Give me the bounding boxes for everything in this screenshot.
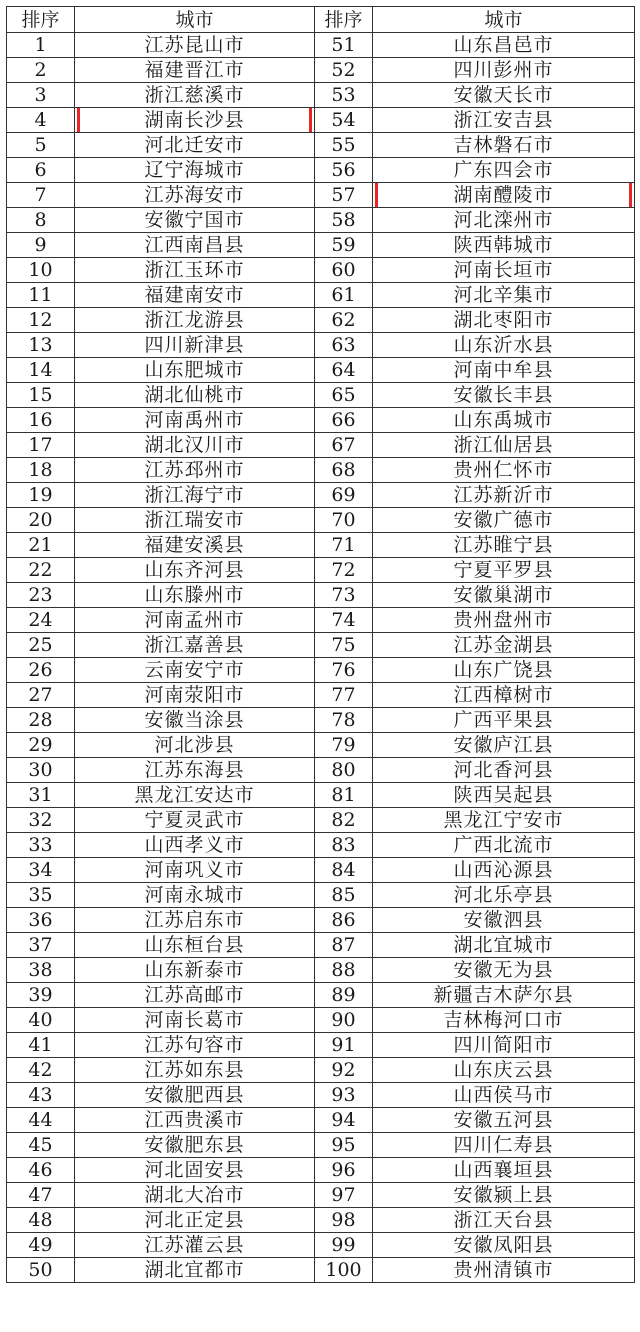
table-body (7, 33, 635, 1283)
city-cell-left: 山东桓台县 (75, 933, 315, 958)
rank-cell-right: 66 (315, 408, 373, 433)
city-cell-right: 江苏金湖县 (373, 633, 635, 658)
city-cell-right: 安徽巢湖市 (373, 583, 635, 608)
city-cell-left: 河北涉县 (75, 733, 315, 758)
city-cell-right: 安徽天长市 (373, 83, 635, 108)
city-cell-left: 江苏昆山市 (75, 33, 315, 58)
city-cell-left: 河南永城市 (75, 883, 315, 908)
city-cell-right: 广西平果县 (373, 708, 635, 733)
table-row (7, 633, 635, 658)
rank-cell-left: 13 (7, 333, 75, 358)
rank-cell-left: 45 (7, 1133, 75, 1158)
city-cell-left: 浙江龙游县 (75, 308, 315, 333)
table-row (7, 208, 635, 233)
city-cell-right: 江西樟树市 (373, 683, 635, 708)
rank-cell-left: 4 (7, 108, 75, 133)
city-cell-left: 河南禹州市 (75, 408, 315, 433)
table-row (7, 558, 635, 583)
city-cell-right: 山东沂水县 (373, 333, 635, 358)
table-row (7, 733, 635, 758)
table-row (7, 1058, 635, 1083)
city-cell-right: 贵州清镇市 (373, 1258, 635, 1283)
rank-cell-right: 95 (315, 1133, 373, 1158)
city-cell-right: 安徽广德市 (373, 508, 635, 533)
city-cell-right: 安徽颍上县 (373, 1183, 635, 1208)
city-cell-left: 辽宁海城市 (75, 158, 315, 183)
rank-cell-right: 57 (315, 183, 373, 208)
city-cell-left: 山东齐河县 (75, 558, 315, 583)
table-row (7, 233, 635, 258)
rank-cell-left: 23 (7, 583, 75, 608)
city-cell-left: 河南荥阳市 (75, 683, 315, 708)
table-row (7, 833, 635, 858)
city-column-header-left: 城市 (75, 7, 315, 33)
city-cell-left: 河北固安县 (75, 1158, 315, 1183)
rank-cell-left: 3 (7, 83, 75, 108)
city-cell-right: 陕西吴起县 (373, 783, 635, 808)
highlighted-city-cell-right: 湖南醴陵市 (373, 183, 635, 208)
city-cell-left: 黑龙江安达市 (75, 783, 315, 808)
city-column-header-right: 城市 (373, 7, 635, 33)
rank-cell-left: 9 (7, 233, 75, 258)
rank-cell-right: 65 (315, 383, 373, 408)
city-cell-right: 山东庆云县 (373, 1058, 635, 1083)
city-cell-left: 湖北仙桃市 (75, 383, 315, 408)
city-cell-left: 江苏东海县 (75, 758, 315, 783)
rank-cell-left: 46 (7, 1158, 75, 1183)
rank-cell-left: 31 (7, 783, 75, 808)
rank-column-header-right: 排序 (315, 7, 373, 33)
rank-cell-right: 87 (315, 933, 373, 958)
table-row (7, 683, 635, 708)
city-cell-right: 安徽无为县 (373, 958, 635, 983)
city-cell-right: 山西襄垣县 (373, 1158, 635, 1183)
rank-cell-right: 51 (315, 33, 373, 58)
rank-cell-left: 12 (7, 308, 75, 333)
rank-cell-right: 61 (315, 283, 373, 308)
table-row (7, 33, 635, 58)
city-cell-right: 安徽五河县 (373, 1108, 635, 1133)
rank-cell-left: 40 (7, 1008, 75, 1033)
header-row (7, 7, 635, 33)
rank-cell-left: 38 (7, 958, 75, 983)
city-cell-right: 贵州盘州市 (373, 608, 635, 633)
rank-cell-right: 85 (315, 883, 373, 908)
ranking-table (6, 6, 635, 1283)
city-cell-left: 湖北大冶市 (75, 1183, 315, 1208)
rank-cell-left: 27 (7, 683, 75, 708)
table-row (7, 183, 635, 208)
city-cell-left: 浙江瑞安市 (75, 508, 315, 533)
rank-cell-right: 71 (315, 533, 373, 558)
table-row (7, 308, 635, 333)
rank-cell-left: 44 (7, 1108, 75, 1133)
city-cell-left: 福建南安市 (75, 283, 315, 308)
city-cell-left: 福建安溪县 (75, 533, 315, 558)
city-cell-right: 河北辛集市 (373, 283, 635, 308)
table-row (7, 508, 635, 533)
rank-cell-left: 21 (7, 533, 75, 558)
rank-cell-right: 68 (315, 458, 373, 483)
rank-cell-right: 73 (315, 583, 373, 608)
table-row (7, 483, 635, 508)
rank-cell-right: 72 (315, 558, 373, 583)
rank-cell-right: 74 (315, 608, 373, 633)
rank-cell-left: 29 (7, 733, 75, 758)
city-cell-right: 四川彭州市 (373, 58, 635, 83)
city-cell-left: 浙江嘉善县 (75, 633, 315, 658)
city-cell-right: 吉林磐石市 (373, 133, 635, 158)
city-cell-left: 湖北汉川市 (75, 433, 315, 458)
rank-cell-left: 7 (7, 183, 75, 208)
table-row (7, 708, 635, 733)
table-row (7, 1083, 635, 1108)
city-cell-right: 河北滦州市 (373, 208, 635, 233)
rank-cell-left: 24 (7, 608, 75, 633)
highlighted-city-cell-left: 湖南长沙县 (75, 108, 315, 133)
city-cell-right: 浙江天台县 (373, 1208, 635, 1233)
city-cell-right: 广东四会市 (373, 158, 635, 183)
city-cell-right: 山东昌邑市 (373, 33, 635, 58)
rank-cell-left: 39 (7, 983, 75, 1008)
city-cell-left: 河北迁安市 (75, 133, 315, 158)
rank-cell-left: 10 (7, 258, 75, 283)
table-row (7, 1133, 635, 1158)
rank-cell-right: 93 (315, 1083, 373, 1108)
city-cell-right: 河南中牟县 (373, 358, 635, 383)
table-row (7, 83, 635, 108)
rank-cell-right: 82 (315, 808, 373, 833)
table-row (7, 158, 635, 183)
rank-cell-right: 79 (315, 733, 373, 758)
rank-cell-right: 54 (315, 108, 373, 133)
table-row (7, 358, 635, 383)
rank-cell-right: 98 (315, 1208, 373, 1233)
table-row (7, 1183, 635, 1208)
rank-cell-right: 63 (315, 333, 373, 358)
rank-cell-left: 32 (7, 808, 75, 833)
rank-cell-right: 58 (315, 208, 373, 233)
rank-cell-left: 1 (7, 33, 75, 58)
table-row (7, 883, 635, 908)
rank-cell-right: 96 (315, 1158, 373, 1183)
city-cell-left: 湖北宜都市 (75, 1258, 315, 1283)
city-cell-left: 江苏启东市 (75, 908, 315, 933)
table-row (7, 383, 635, 408)
rank-cell-left: 14 (7, 358, 75, 383)
table-row (7, 858, 635, 883)
rank-cell-left: 2 (7, 58, 75, 83)
city-cell-right: 四川仁寿县 (373, 1133, 635, 1158)
table-row (7, 133, 635, 158)
city-cell-right: 湖北宜城市 (373, 933, 635, 958)
rank-cell-left: 8 (7, 208, 75, 233)
city-cell-right: 山东广饶县 (373, 658, 635, 683)
rank-cell-right: 69 (315, 483, 373, 508)
city-cell-right: 山东禹城市 (373, 408, 635, 433)
table-row (7, 583, 635, 608)
city-cell-right: 宁夏平罗县 (373, 558, 635, 583)
city-cell-right: 吉林梅河口市 (373, 1008, 635, 1033)
city-cell-right: 新疆吉木萨尔县 (373, 983, 635, 1008)
rank-cell-right: 60 (315, 258, 373, 283)
city-cell-right: 陕西韩城市 (373, 233, 635, 258)
rank-cell-left: 34 (7, 858, 75, 883)
table-row (7, 58, 635, 83)
rank-cell-left: 16 (7, 408, 75, 433)
city-cell-right: 浙江仙居县 (373, 433, 635, 458)
rank-cell-right: 56 (315, 158, 373, 183)
city-cell-left: 四川新津县 (75, 333, 315, 358)
city-cell-left: 江西南昌县 (75, 233, 315, 258)
rank-cell-right: 70 (315, 508, 373, 533)
city-cell-right: 安徽庐江县 (373, 733, 635, 758)
table-row (7, 1233, 635, 1258)
city-cell-left: 江西贵溪市 (75, 1108, 315, 1133)
table-row (7, 408, 635, 433)
city-cell-left: 浙江玉环市 (75, 258, 315, 283)
rank-cell-right: 91 (315, 1033, 373, 1058)
city-cell-right: 山西沁源县 (373, 858, 635, 883)
city-cell-right: 黑龙江宁安市 (373, 808, 635, 833)
rank-cell-left: 42 (7, 1058, 75, 1083)
city-cell-right: 贵州仁怀市 (373, 458, 635, 483)
city-cell-right: 广西北流市 (373, 833, 635, 858)
rank-cell-right: 76 (315, 658, 373, 683)
rank-cell-right: 92 (315, 1058, 373, 1083)
table-row (7, 983, 635, 1008)
city-cell-right: 江苏睢宁县 (373, 533, 635, 558)
city-cell-left: 福建晋江市 (75, 58, 315, 83)
rank-cell-right: 62 (315, 308, 373, 333)
rank-cell-left: 22 (7, 558, 75, 583)
table-row (7, 1108, 635, 1133)
rank-column-header-left: 排序 (7, 7, 75, 33)
city-cell-left: 浙江海宁市 (75, 483, 315, 508)
city-cell-left: 山东滕州市 (75, 583, 315, 608)
table-row (7, 608, 635, 633)
rank-cell-left: 37 (7, 933, 75, 958)
rank-cell-left: 26 (7, 658, 75, 683)
city-cell-right: 河南长垣市 (373, 258, 635, 283)
city-cell-left: 江苏海安市 (75, 183, 315, 208)
table-row (7, 658, 635, 683)
table-row (7, 758, 635, 783)
rank-cell-right: 55 (315, 133, 373, 158)
table-row (7, 108, 635, 133)
rank-cell-left: 36 (7, 908, 75, 933)
rank-cell-right: 75 (315, 633, 373, 658)
rank-cell-right: 59 (315, 233, 373, 258)
city-cell-left: 安徽宁国市 (75, 208, 315, 233)
rank-cell-left: 25 (7, 633, 75, 658)
rank-cell-right: 67 (315, 433, 373, 458)
table-row (7, 1158, 635, 1183)
table-row (7, 958, 635, 983)
city-cell-right: 浙江安吉县 (373, 108, 635, 133)
city-cell-left: 宁夏灵武市 (75, 808, 315, 833)
rank-cell-right: 89 (315, 983, 373, 1008)
city-cell-left: 河南巩义市 (75, 858, 315, 883)
city-cell-right: 安徽泗县 (373, 908, 635, 933)
rank-cell-right: 88 (315, 958, 373, 983)
table-row (7, 1008, 635, 1033)
rank-cell-right: 80 (315, 758, 373, 783)
table-row (7, 908, 635, 933)
city-cell-right: 江苏新沂市 (373, 483, 635, 508)
city-cell-right: 湖北枣阳市 (373, 308, 635, 333)
city-cell-left: 云南安宁市 (75, 658, 315, 683)
rank-cell-right: 78 (315, 708, 373, 733)
table-row (7, 1258, 635, 1283)
rank-cell-right: 100 (315, 1258, 373, 1283)
rank-cell-left: 41 (7, 1033, 75, 1058)
table-row (7, 333, 635, 358)
city-cell-left: 安徽肥东县 (75, 1133, 315, 1158)
city-cell-left: 河南孟州市 (75, 608, 315, 633)
city-cell-left: 浙江慈溪市 (75, 83, 315, 108)
rank-cell-left: 33 (7, 833, 75, 858)
city-cell-left: 河北正定县 (75, 1208, 315, 1233)
rank-cell-left: 6 (7, 158, 75, 183)
city-cell-left: 河南长葛市 (75, 1008, 315, 1033)
city-cell-left: 山东新泰市 (75, 958, 315, 983)
rank-cell-right: 86 (315, 908, 373, 933)
rank-cell-right: 83 (315, 833, 373, 858)
rank-cell-right: 94 (315, 1108, 373, 1133)
table-row (7, 1208, 635, 1233)
rank-cell-left: 48 (7, 1208, 75, 1233)
table-row (7, 933, 635, 958)
table-row (7, 283, 635, 308)
table-row (7, 258, 635, 283)
city-cell-right: 河北香河县 (373, 758, 635, 783)
rank-cell-left: 15 (7, 383, 75, 408)
city-cell-right: 河北乐亭县 (373, 883, 635, 908)
city-cell-left: 江苏如东县 (75, 1058, 315, 1083)
rank-cell-left: 28 (7, 708, 75, 733)
city-cell-left: 安徽当涂县 (75, 708, 315, 733)
city-cell-left: 江苏邳州市 (75, 458, 315, 483)
table-row (7, 458, 635, 483)
rank-cell-right: 97 (315, 1183, 373, 1208)
rank-cell-left: 18 (7, 458, 75, 483)
rank-cell-left: 35 (7, 883, 75, 908)
rank-cell-right: 84 (315, 858, 373, 883)
rank-cell-right: 99 (315, 1233, 373, 1258)
rank-cell-right: 53 (315, 83, 373, 108)
city-cell-left: 安徽肥西县 (75, 1083, 315, 1108)
rank-cell-right: 77 (315, 683, 373, 708)
rank-cell-left: 17 (7, 433, 75, 458)
rank-cell-left: 49 (7, 1233, 75, 1258)
table-header (7, 7, 635, 33)
table-row (7, 783, 635, 808)
table-row (7, 533, 635, 558)
rank-cell-right: 90 (315, 1008, 373, 1033)
city-cell-left: 江苏灌云县 (75, 1233, 315, 1258)
table-row (7, 433, 635, 458)
rank-cell-left: 11 (7, 283, 75, 308)
rank-cell-left: 47 (7, 1183, 75, 1208)
table-row (7, 808, 635, 833)
rank-cell-right: 81 (315, 783, 373, 808)
rank-cell-left: 20 (7, 508, 75, 533)
city-cell-right: 四川简阳市 (373, 1033, 635, 1058)
rank-cell-right: 52 (315, 58, 373, 83)
city-cell-left: 山西孝义市 (75, 833, 315, 858)
rank-cell-left: 30 (7, 758, 75, 783)
city-cell-left: 江苏高邮市 (75, 983, 315, 1008)
city-cell-left: 江苏句容市 (75, 1033, 315, 1058)
rank-cell-left: 50 (7, 1258, 75, 1283)
city-cell-left: 山东肥城市 (75, 358, 315, 383)
rank-cell-right: 64 (315, 358, 373, 383)
city-cell-right: 山西侯马市 (373, 1083, 635, 1108)
rank-cell-left: 43 (7, 1083, 75, 1108)
rank-cell-left: 19 (7, 483, 75, 508)
city-cell-right: 安徽凤阳县 (373, 1233, 635, 1258)
table-row (7, 1033, 635, 1058)
rank-cell-left: 5 (7, 133, 75, 158)
city-cell-right: 安徽长丰县 (373, 383, 635, 408)
